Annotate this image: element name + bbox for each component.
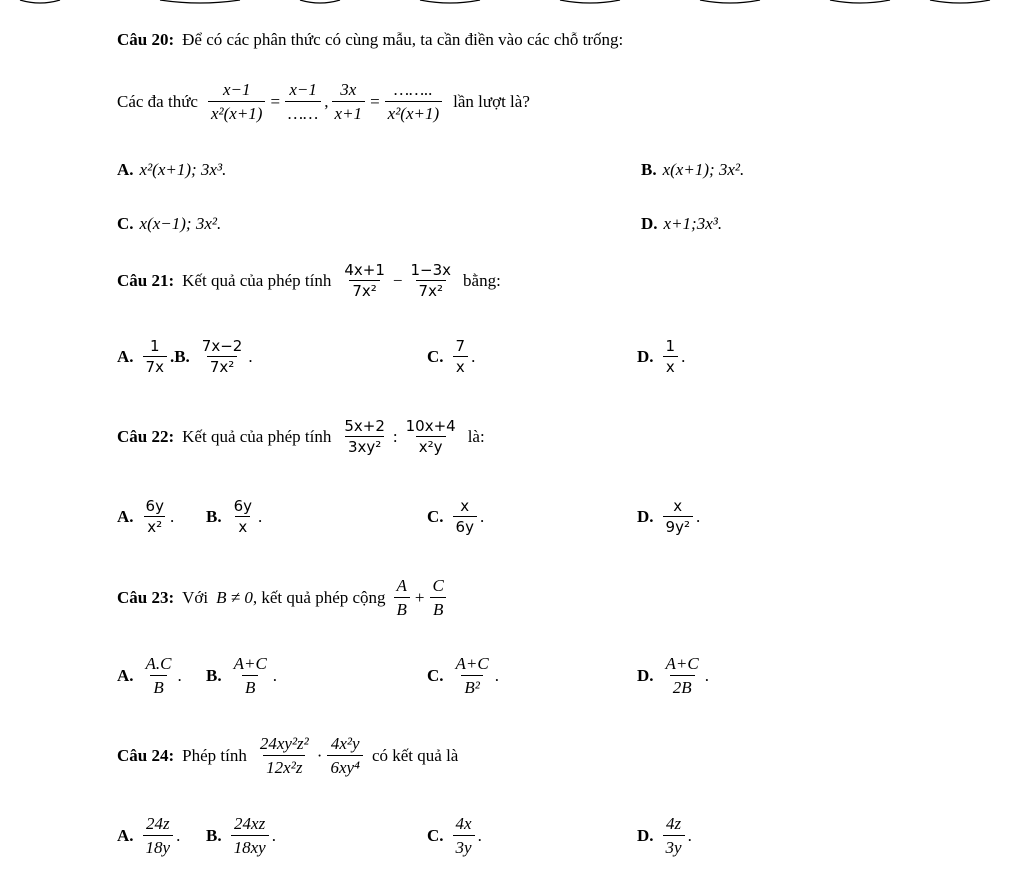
q24-label: Câu 24:	[117, 745, 175, 765]
q20-option-b-text: x(x+1); 3x².	[662, 160, 745, 179]
q24-fraction-2	[327, 734, 363, 777]
q24-option-b-fraction	[231, 814, 269, 857]
q24-option-d-end: .	[687, 825, 692, 845]
q20-option-c[interactable]	[117, 214, 221, 234]
q23-option-c[interactable]	[427, 654, 499, 697]
q23-fraction-2	[430, 576, 447, 619]
q21-option-d-letter: D.	[637, 347, 654, 367]
q21-option-b-end: .	[248, 347, 253, 367]
q24-lead: Phép tính	[182, 745, 247, 765]
q23-option-d-den: 2B	[670, 675, 695, 698]
q23-option-d-fraction	[663, 654, 702, 697]
q20-fraction-4	[385, 80, 442, 123]
q20-f4-num-blank: ……..	[394, 80, 433, 99]
q24-option-c-end: .	[477, 825, 482, 845]
q22-option-c-letter: C.	[427, 507, 444, 527]
q20-option-a[interactable]	[117, 160, 226, 180]
q24-option-c[interactable]	[427, 814, 482, 857]
q21-f1-num: 4x+1	[344, 261, 385, 279]
q22-option-a-fraction	[143, 498, 167, 537]
q22-lead: Kết quả của phép tính	[182, 427, 332, 447]
q23-option-b[interactable]	[206, 654, 277, 697]
q20-option-d[interactable]	[641, 214, 722, 234]
q23-option-a-letter: A.	[117, 665, 134, 685]
q22-f2-den: x²y	[416, 436, 446, 456]
q22-option-a-num: 6y	[145, 497, 164, 515]
q20-option-b[interactable]	[641, 160, 744, 180]
q24-option-a-num: 24z	[145, 814, 170, 833]
q21-option-c[interactable]	[427, 338, 475, 377]
q21-op: −	[392, 271, 403, 291]
q22-option-c-den: 6y	[453, 516, 477, 536]
q22-option-a-end: .	[169, 507, 175, 527]
q20-label: Câu 20:	[117, 30, 175, 49]
q20-f3-den: x+1	[332, 101, 366, 124]
q22-expression-line	[117, 418, 485, 457]
q24-option-b-num: 24xz	[234, 814, 266, 833]
q23-label: Câu 23:	[117, 587, 175, 607]
q20-tail: lần lượt là?	[453, 91, 530, 111]
q23-option-b-num: A+C	[233, 654, 267, 673]
q20-comma: ,	[324, 91, 329, 111]
q21-option-a-b[interactable]	[117, 338, 253, 377]
q21-option-b-letter: .B.	[169, 347, 190, 367]
q21-option-a-den: 7x	[143, 356, 167, 376]
q21-f1-den: 7x²	[349, 280, 379, 300]
q23-option-c-end: .	[494, 665, 499, 685]
q22-option-a-letter: A.	[117, 507, 134, 527]
q20-expression-line	[117, 80, 530, 123]
q23-option-a-fraction	[143, 654, 175, 697]
q20-lead: Các đa thức	[117, 91, 198, 111]
q24-option-d[interactable]	[637, 814, 692, 857]
q21-option-d-den: x	[663, 356, 678, 376]
q23-option-d-letter: D.	[637, 665, 654, 685]
q22-option-d-den: 9y²	[663, 516, 693, 536]
q24-option-a-den: 18y	[143, 835, 174, 858]
q23-condition: B ≠ 0	[216, 587, 253, 607]
q21-expression-line	[117, 262, 501, 301]
q20-eq: =	[270, 91, 281, 111]
q21-fraction-2	[407, 262, 454, 301]
q21-option-c-num: 7	[455, 337, 466, 355]
q23-option-c-den: B²	[461, 675, 482, 698]
q24-option-c-num: 4x	[455, 814, 472, 833]
q22-option-d[interactable]	[637, 498, 700, 537]
q24-option-c-den: 3y	[453, 835, 475, 858]
q24-option-a-letter: A.	[117, 825, 134, 845]
q23-mid: , kết quả phép cộng	[252, 587, 386, 607]
q20-f2-num: x−1	[289, 80, 317, 99]
q21-option-a-fraction	[143, 338, 167, 377]
q24-op: ·	[316, 745, 323, 765]
q23-f1-num: A	[396, 576, 407, 595]
q23-f2-den: B	[430, 597, 446, 620]
q22-option-b-letter: B.	[206, 507, 222, 527]
q22-option-b-den: x	[235, 516, 250, 536]
q21-option-d-end: .	[681, 347, 686, 367]
q20-option-c-text: x(x−1); 3x².	[139, 214, 222, 233]
q23-f2-num: C	[432, 576, 444, 595]
q23-option-c-num: A+C	[455, 654, 489, 673]
q24-option-c-letter: C.	[427, 825, 444, 845]
q21-f2-num: 1−3x	[410, 261, 452, 279]
q20-f1-den: x²(x+1)	[208, 101, 265, 124]
q22-option-b-end: .	[258, 507, 263, 527]
q23-option-d[interactable]	[637, 654, 709, 697]
q22-option-d-letter: D.	[637, 507, 654, 527]
q22-op: :	[392, 427, 398, 447]
q24-option-c-fraction	[453, 814, 475, 857]
q23-option-b-end: .	[272, 665, 278, 685]
q20-option-a-text: x²(x+1); 3x³.	[139, 160, 227, 179]
q24-f1-den: 12x²z	[263, 755, 305, 778]
q24-f2-den: 6xy⁴	[327, 755, 363, 778]
q22-option-a[interactable]	[117, 498, 174, 537]
q24-expression-line	[117, 734, 458, 777]
q20-option-d-letter: D.	[641, 214, 658, 233]
q22-f1-num: 5x+2	[344, 417, 385, 435]
q23-lead: Với	[182, 587, 209, 607]
q23-option-d-end: .	[704, 665, 709, 685]
q20-option-d-text: x+1;3x³.	[663, 214, 723, 233]
q20-option-a-letter: A.	[117, 160, 134, 179]
q23-option-d-num: A+C	[665, 654, 699, 673]
q21-f2-den: 7x²	[416, 280, 446, 300]
q21-option-d-num: 1	[665, 337, 676, 355]
q21-label: Câu 21:	[117, 271, 175, 291]
q22-fraction-2	[403, 418, 459, 457]
q24-option-a-end: .	[176, 825, 181, 845]
q24-option-b-den: 18xy	[231, 835, 269, 858]
q22-option-c[interactable]	[427, 498, 484, 537]
q23-option-b-den: B	[242, 675, 258, 698]
q21-option-c-letter: C.	[427, 347, 444, 367]
q22-option-c-num: x	[460, 497, 470, 515]
q22-f1-den: 3xy²	[345, 436, 384, 456]
q23-option-c-letter: C.	[427, 665, 444, 685]
q23-option-a[interactable]	[117, 654, 182, 697]
q20-fraction-1	[208, 80, 265, 123]
q22-option-b-num: 6y	[233, 497, 253, 515]
q21-fraction-1	[341, 262, 388, 301]
q21-option-c-den: x	[453, 356, 468, 376]
q24-f1-num: 24xy²z²	[259, 734, 309, 753]
q21-option-d-fraction	[663, 338, 679, 377]
q20-fraction-2	[285, 80, 321, 123]
q21-option-b-fraction	[199, 338, 246, 377]
q24-option-d-fraction	[663, 814, 685, 857]
cropped-top-edge	[0, 0, 1024, 6]
q23-option-c-fraction	[453, 654, 492, 697]
q23-option-b-fraction	[231, 654, 270, 697]
q24-option-b[interactable]	[206, 814, 276, 857]
q21-option-b-den: 7x²	[207, 356, 237, 376]
q21-option-c-end: .	[471, 347, 476, 367]
q21-option-d[interactable]	[637, 338, 685, 377]
q20-fraction-3	[332, 80, 366, 123]
q24-fraction-1	[257, 734, 312, 777]
q22-fraction-1	[341, 418, 388, 457]
q20-f3-num: 3x	[340, 80, 357, 99]
q20-f4-den: x²(x+1)	[385, 101, 442, 124]
q23-fraction-1	[394, 576, 410, 619]
q21-option-a-letter: A.	[117, 347, 134, 367]
q20-f2-den-blank: ……	[285, 101, 321, 124]
q24-option-d-letter: D.	[637, 825, 654, 845]
q23-op: +	[414, 587, 425, 607]
q24-option-d-den: 3y	[663, 835, 685, 858]
q22-option-c-fraction	[453, 498, 477, 537]
q21-option-b-num: 7x−2	[201, 337, 243, 355]
q24-f2-num: 4x²y	[330, 734, 360, 753]
q22-option-c-end: .	[479, 507, 485, 527]
q20-prompt-line	[117, 30, 623, 50]
q20-option-b-letter: B.	[641, 160, 657, 179]
q22-tail: là:	[467, 427, 485, 447]
q21-option-c-fraction	[453, 338, 469, 377]
q23-option-a-end: .	[177, 665, 182, 685]
q22-f2-num: 10x+4	[405, 417, 456, 435]
q20-prompt: Để có các phân thức có cùng mẫu, ta cần điền vào các chỗ trống:	[182, 30, 624, 49]
q20-eq2: =	[370, 91, 380, 111]
q21-tail: bằng:	[463, 271, 501, 291]
q22-option-a-den: x²	[144, 516, 165, 536]
q22-option-d-end: .	[695, 507, 701, 527]
q23-expression-line	[117, 576, 450, 619]
q22-option-b-fraction	[231, 498, 255, 537]
q24-option-a[interactable]	[117, 814, 180, 857]
q22-option-d-fraction	[663, 498, 693, 537]
q23-option-a-den: B	[150, 675, 166, 698]
q24-option-b-end: .	[271, 825, 276, 845]
q24-option-a-fraction	[143, 814, 174, 857]
q23-option-a-num: A.C	[145, 654, 172, 673]
q21-option-a-num: 1	[149, 337, 160, 355]
q23-f1-den: B	[394, 597, 410, 620]
q21-lead: Kết quả của phép tính	[182, 271, 332, 291]
q24-tail: có kết quả là	[371, 745, 459, 765]
q22-option-d-num: x	[673, 497, 683, 515]
q20-option-c-letter: C.	[117, 214, 134, 233]
q22-option-b[interactable]	[206, 498, 262, 537]
q24-option-d-num: 4z	[665, 814, 682, 833]
q23-option-b-letter: B.	[206, 665, 222, 685]
q20-f1-num: x−1	[222, 80, 251, 99]
q22-label: Câu 22:	[117, 427, 175, 447]
q24-option-b-letter: B.	[206, 825, 222, 845]
